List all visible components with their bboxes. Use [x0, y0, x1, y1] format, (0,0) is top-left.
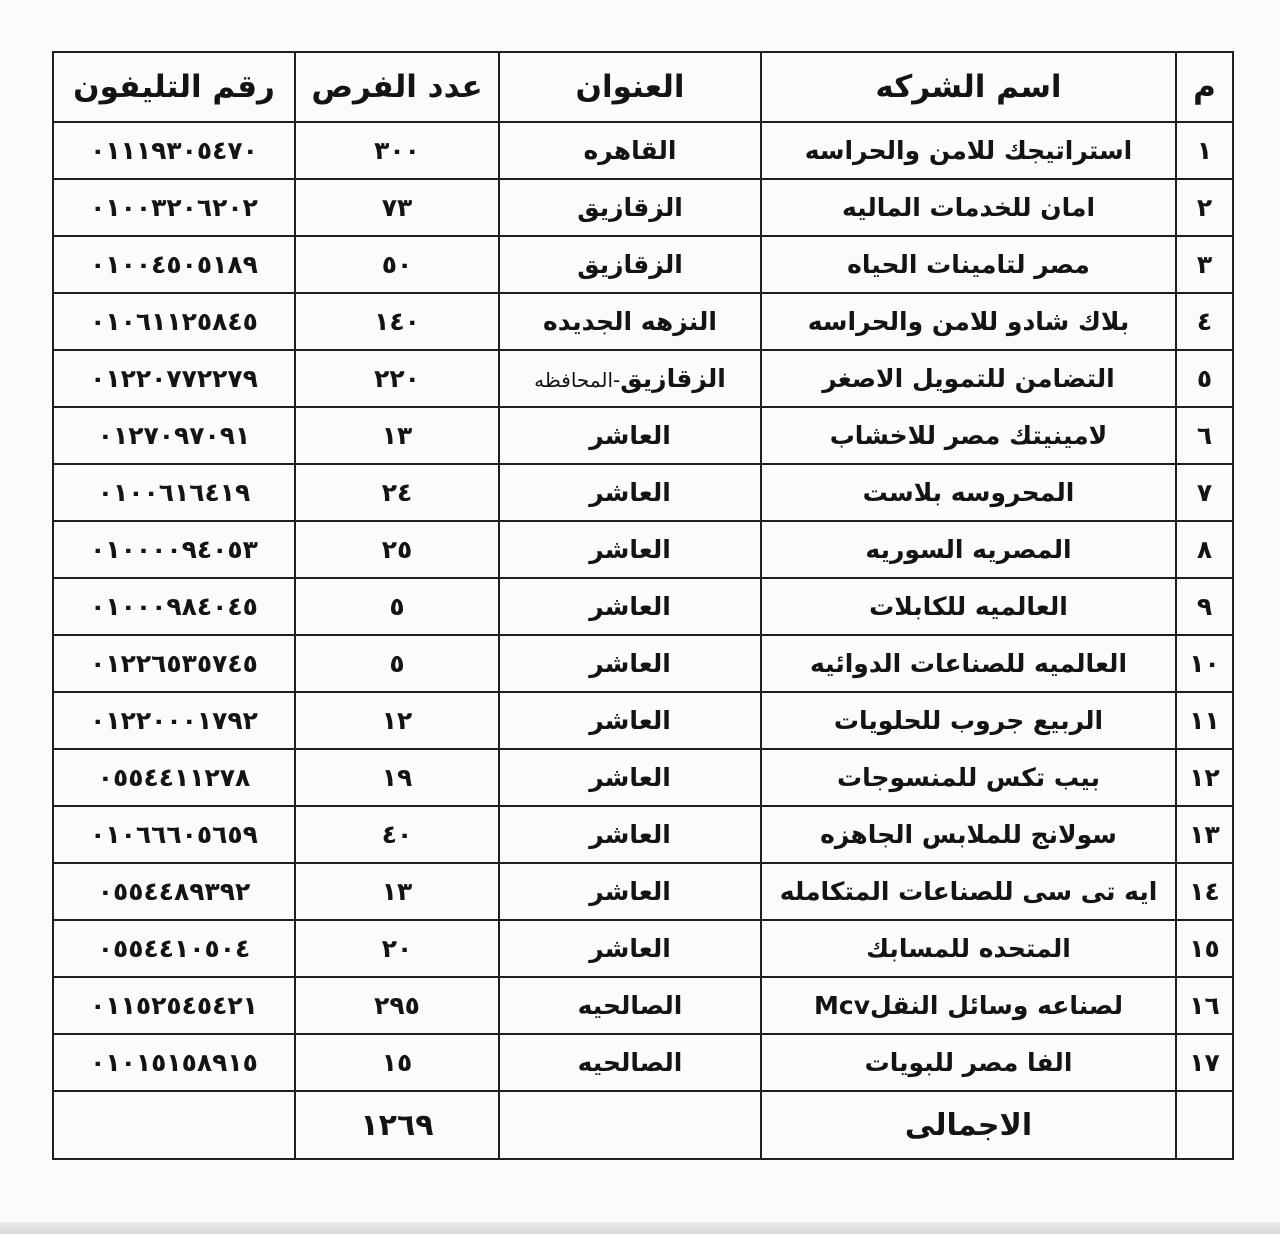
- phone-cell: ٠١٠٠٠٠٩٤٠٥٣: [53, 521, 295, 578]
- table-row: [53, 806, 1233, 863]
- row-num-cell: ١٤: [1176, 863, 1233, 920]
- company-name-cell: الربيع جروب للحلويات: [761, 692, 1176, 749]
- phone-cell: ٠١١٥٢٥٤٥٤٢١: [53, 977, 295, 1034]
- row-num-cell: ٦: [1176, 407, 1233, 464]
- company-name-cell: العالميه للصناعات الدوائيه: [761, 635, 1176, 692]
- phone-cell: ٠٥٥٤٤٨٩٣٩٢: [53, 863, 295, 920]
- company-name-cell: لصناعه وسائل النقلMcv: [761, 977, 1176, 1034]
- phone-cell: ٠١٢٢٦٥٣٥٧٤٥: [53, 635, 295, 692]
- phone-cell: ٠٥٥٤٤١١٢٧٨: [53, 749, 295, 806]
- row-num-cell: ١٧: [1176, 1034, 1233, 1091]
- phone-cell: ٠١٠٠٠٩٨٤٠٤٥: [53, 578, 295, 635]
- table-row: [53, 635, 1233, 692]
- phone-cell: ٠١٢٢٠٠٠١٧٩٢: [53, 692, 295, 749]
- address-cell: العاشر: [499, 407, 761, 464]
- company-name-cell: المحروسه بلاست: [761, 464, 1176, 521]
- address-cell: العاشر: [499, 806, 761, 863]
- opportunities-count-cell: ٢٩٥: [295, 977, 499, 1034]
- table-row: [53, 1034, 1233, 1091]
- opportunities-count-cell: ٢٢٠: [295, 350, 499, 407]
- opportunities-count-cell: ٥: [295, 635, 499, 692]
- company-name-cell: بيب تكس للمنسوجات: [761, 749, 1176, 806]
- opportunities-count-cell: ٤٠: [295, 806, 499, 863]
- table-row: [53, 692, 1233, 749]
- table-row: [53, 749, 1233, 806]
- address-cell: العاشر: [499, 521, 761, 578]
- row-num-cell: ٢: [1176, 179, 1233, 236]
- opportunities-count-cell: ٥٠: [295, 236, 499, 293]
- address-cell: [499, 350, 761, 407]
- row-num-cell: ١١: [1176, 692, 1233, 749]
- company-name-cell: ايه تى سى للصناعات المتكامله: [761, 863, 1176, 920]
- phone-cell: ٠١٠٠٦١٦٤١٩: [53, 464, 295, 521]
- address-cell: النزهه الجديده: [499, 293, 761, 350]
- opportunities-count-cell: ١٥: [295, 1034, 499, 1091]
- opportunities-count-cell: ٣٠٠: [295, 122, 499, 179]
- company-name-cell: العالميه للكابلات: [761, 578, 1176, 635]
- address-cell: الزقازيق: [499, 179, 761, 236]
- opportunities-count-cell: ١٣: [295, 407, 499, 464]
- row-num-cell: ١: [1176, 122, 1233, 179]
- phone-cell: ٠١٠٦٦٦٠٥٦٥٩: [53, 806, 295, 863]
- total-label: الاجمالى: [761, 1091, 1176, 1159]
- phone-cell: ٠١١١٩٣٠٥٤٧٠: [53, 122, 295, 179]
- address-sub: -المحافظه: [534, 368, 621, 392]
- header-address: العنوان: [499, 52, 761, 122]
- table-row: [53, 236, 1233, 293]
- header-row: [53, 52, 1233, 122]
- table-row: [53, 407, 1233, 464]
- opportunities-count-cell: ١٢: [295, 692, 499, 749]
- opportunities-count-cell: ٢٠: [295, 920, 499, 977]
- table-row: [53, 293, 1233, 350]
- row-num-cell: ٧: [1176, 464, 1233, 521]
- table-row: [53, 464, 1233, 521]
- total-num-cell: [1176, 1091, 1233, 1159]
- table-row: [53, 521, 1233, 578]
- opportunities-count-cell: ٧٣: [295, 179, 499, 236]
- address-cell: القاهره: [499, 122, 761, 179]
- address-cell: العاشر: [499, 578, 761, 635]
- table-row: [53, 578, 1233, 635]
- page-edge: [0, 1222, 1280, 1234]
- phone-cell: ٠١٢٧٠٩٧٠٩١: [53, 407, 295, 464]
- opportunities-count-cell: ٥: [295, 578, 499, 635]
- phone-cell: ٠١٠٦١١٢٥٨٤٥: [53, 293, 295, 350]
- address-cell: العاشر: [499, 635, 761, 692]
- opportunities-count-cell: ٢٥: [295, 521, 499, 578]
- address-cell: العاشر: [499, 464, 761, 521]
- company-name-cell: المصريه السوريه: [761, 521, 1176, 578]
- table-row: [53, 863, 1233, 920]
- total-count: ١٢٦٩: [295, 1091, 499, 1159]
- opportunities-count-cell: ١٩: [295, 749, 499, 806]
- address-cell: الزقازيق: [499, 236, 761, 293]
- row-num-cell: ١٢: [1176, 749, 1233, 806]
- total-address-cell: [499, 1091, 761, 1159]
- header-company: اسم الشركه: [761, 52, 1176, 122]
- header-num: م: [1176, 52, 1233, 122]
- company-name-cell: الفا مصر للبويات: [761, 1034, 1176, 1091]
- phone-cell: ٠٥٥٤٤١٠٥٠٤: [53, 920, 295, 977]
- phone-cell: ٠١٠٠٤٥٠٥١٨٩: [53, 236, 295, 293]
- row-num-cell: ٣: [1176, 236, 1233, 293]
- jobs-table: [52, 51, 1234, 1160]
- opportunities-count-cell: ١٤٠: [295, 293, 499, 350]
- table-row: [53, 977, 1233, 1034]
- row-num-cell: ١٣: [1176, 806, 1233, 863]
- company-name-cell: لامينيتك مصر للاخشاب: [761, 407, 1176, 464]
- table-row: [53, 350, 1233, 407]
- phone-cell: ٠١٢٢٠٧٧٢٢٧٩: [53, 350, 295, 407]
- row-num-cell: ١٦: [1176, 977, 1233, 1034]
- total-phone-cell: [53, 1091, 295, 1159]
- row-num-cell: ٩: [1176, 578, 1233, 635]
- table-row: [53, 920, 1233, 977]
- company-name-cell: سولانج للملابس الجاهزه: [761, 806, 1176, 863]
- opportunities-count-cell: ١٣: [295, 863, 499, 920]
- row-num-cell: ٥: [1176, 350, 1233, 407]
- table-row: [53, 122, 1233, 179]
- address-main: الزقازيق: [620, 364, 726, 393]
- phone-cell: ٠١٠٠٣٢٠٦٢٠٢: [53, 179, 295, 236]
- header-count: عدد الفرص: [295, 52, 499, 122]
- address-cell: العاشر: [499, 920, 761, 977]
- row-num-cell: ٨: [1176, 521, 1233, 578]
- address-cell: العاشر: [499, 863, 761, 920]
- company-name-cell: مصر لتامينات الحياه: [761, 236, 1176, 293]
- phone-cell: ٠١٠١٥١٥٨٩١٥: [53, 1034, 295, 1091]
- company-name-cell: التضامن للتمويل الاصغر: [761, 350, 1176, 407]
- company-name-cell: المتحده للمسابك: [761, 920, 1176, 977]
- company-name-cell: امان للخدمات الماليه: [761, 179, 1176, 236]
- address-cell: العاشر: [499, 692, 761, 749]
- table-body: [53, 122, 1233, 1091]
- company-name-cell: استراتيجك للامن والحراسه: [761, 122, 1176, 179]
- table-row: [53, 179, 1233, 236]
- header-phone: رقم التليفون: [53, 52, 295, 122]
- address-cell: الصالحيه: [499, 1034, 761, 1091]
- total-row: [53, 1091, 1233, 1159]
- row-num-cell: ١٠: [1176, 635, 1233, 692]
- company-name-cell: بلاك شادو للامن والحراسه: [761, 293, 1176, 350]
- row-num-cell: ١٥: [1176, 920, 1233, 977]
- address-cell: الصالحيه: [499, 977, 761, 1034]
- opportunities-count-cell: ٢٤: [295, 464, 499, 521]
- address-cell: العاشر: [499, 749, 761, 806]
- row-num-cell: ٤: [1176, 293, 1233, 350]
